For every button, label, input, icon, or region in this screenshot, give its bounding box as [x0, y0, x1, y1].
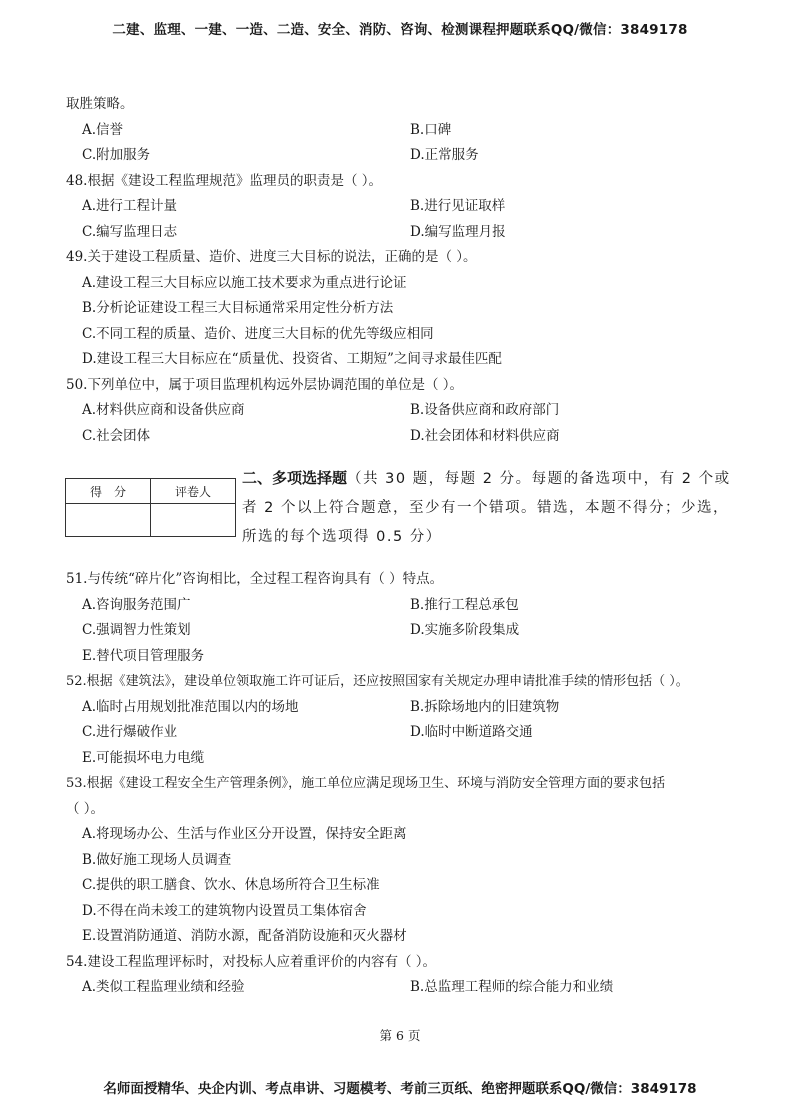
option-c: C.提供的职工膳食、饮水、休息场所符合卫生标准	[82, 877, 380, 893]
option-d: D.不得在尚未竣工的建筑物内设置员工集体宿舍	[82, 902, 367, 919]
section-title: 二、多项选择题	[242, 469, 348, 487]
question-48-options-cd	[66, 220, 746, 246]
section-desc-line1: （共 30 题，每题 2 分。每题的备选项中，有 2 个或	[347, 471, 731, 487]
option-a: A.进行工程计量	[82, 198, 178, 214]
score-cell	[66, 504, 151, 537]
option-b: B.总监理工程师的综合能力和业绩	[410, 979, 614, 995]
question-53-stem: 53.根据《建设工程安全生产管理条例》，施工单位应满足现场卫生、环境与消防安全管理方面的要求包括	[66, 776, 666, 791]
option-b: B.分析论证建设工程三大目标通常采用定性分析方法	[82, 300, 394, 316]
option-c: C.进行爆破作业	[82, 724, 178, 740]
question-47-options-ab	[66, 118, 746, 144]
option-b: B.设备供应商和政府部门	[410, 402, 560, 418]
question-47-options-cd	[66, 143, 746, 169]
score-table	[65, 478, 236, 537]
score-header: 得 分	[66, 479, 151, 504]
section-desc-line3: 所选的每个选项得 0.5 分）	[242, 529, 442, 545]
question-52-options-cd	[66, 720, 756, 746]
option-e: E.可能损坏电力电缆	[82, 749, 205, 766]
option-b: B.口碑	[410, 121, 452, 138]
option-d: D.实施多阶段集成	[410, 622, 520, 638]
option-b: B.推行工程总承包	[410, 596, 519, 613]
option-d: D.临时中断道路交通	[410, 724, 533, 740]
option-a: A.将现场办公、生活与作业区分开设置，保持安全距离	[82, 826, 407, 842]
question-54-stem: 54.建设工程监理评标时，对投标人应着重评价的内容有（ ）。	[66, 953, 437, 970]
grader-cell	[151, 504, 236, 537]
questions-top	[66, 92, 746, 449]
question-50-options-cd	[66, 424, 746, 450]
question-51-options-ab	[66, 593, 756, 619]
option-a: A.临时占用规划批准范围以内的场地	[82, 698, 299, 715]
question-51-stem: 51.与传统“碎片化”咨询相比，全过程工程咨询具有（ ）特点。	[66, 571, 444, 587]
section-heading	[242, 464, 742, 552]
option-d: D.编写监理月报	[410, 223, 506, 240]
question-47-continuation: 取胜策略。	[66, 96, 134, 112]
option-d: D.社会团体和材料供应商	[410, 427, 560, 444]
question-49-stem: 49.关于建设工程质量、造价、进度三大目标的说法，正确的是（ ）。	[66, 249, 477, 265]
option-c: C.编写监理日志	[82, 223, 178, 240]
option-b: B.拆除场地内的旧建筑物	[410, 698, 560, 715]
option-a: A.类似工程监理业绩和经验	[82, 979, 245, 995]
question-48-stem: 48.根据《建设工程监理规范》监理员的职责是（ ）。	[66, 172, 383, 189]
questions-bottom	[66, 567, 756, 1001]
option-c: C.社会团体	[82, 427, 151, 444]
option-a: A.咨询服务范围广	[82, 596, 191, 613]
page-header-banner: 二建、监理、一建、一造、二造、安全、消防、咨询、检测课程押题联系QQ/微信：3849178	[112, 22, 688, 38]
option-c: C.强调智力性策划	[82, 622, 191, 638]
grader-header: 评卷人	[151, 479, 236, 504]
question-51-options-cd	[66, 618, 756, 644]
option-d: D.建设工程三大目标应在“质量优、投资省、工期短”之间寻求最佳匹配	[82, 351, 502, 367]
option-c: C.不同工程的质量、造价、进度三大目标的优先等级应相同	[82, 325, 434, 342]
section-desc-line2: 者 2 个以上符合题意，至少有一个错项。错选，本题不得分；少选，	[242, 500, 729, 516]
option-e: E.设置消防通道、消防水源，配备消防设施和灭火器材	[82, 928, 407, 944]
page-number: 第 6 页	[379, 1028, 421, 1043]
question-54-options-ab	[66, 975, 756, 1001]
question-48-options-ab	[66, 194, 746, 220]
question-53-stem-cont: （ ）。	[66, 800, 105, 817]
option-a: A.信誉	[82, 121, 124, 138]
page-footer-banner: 名师面授精华、央企内训、考点串讲、习题模考、考前三页纸、绝密押题联系QQ/微信：3849178	[103, 1081, 697, 1097]
question-50-options-ab	[66, 398, 746, 424]
option-e: E.替代项目管理服务	[82, 647, 205, 664]
option-a: A.建设工程三大目标应以施工技术要求为重点进行论证	[82, 274, 407, 291]
option-d: D.正常服务	[410, 147, 479, 163]
option-b: B.进行见证取样	[410, 198, 506, 214]
option-b: B.做好施工现场人员调查	[82, 851, 232, 868]
option-a: A.材料供应商和设备供应商	[82, 402, 245, 418]
option-c: C.附加服务	[82, 147, 151, 163]
question-52-options-ab	[66, 695, 756, 721]
question-50-stem: 50.下列单位中，属于项目监理机构远外层协调范围的单位是（ ）。	[66, 376, 464, 393]
question-52-stem: 52.根据《建筑法》，建设单位领取施工许可证后，还应按照国家有关规定办理申请批准手续的情形包括（ ）。	[66, 674, 689, 689]
